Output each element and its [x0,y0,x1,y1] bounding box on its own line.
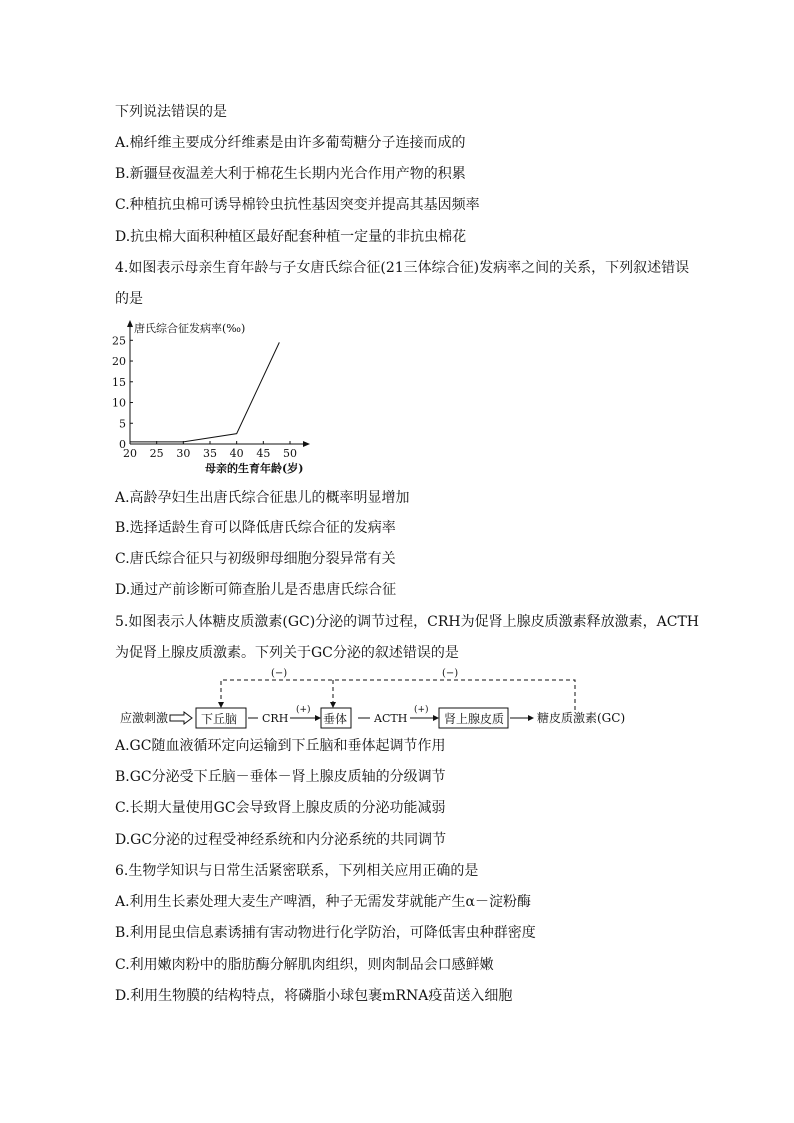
option-line: C.利用嫩肉粉中的脂肪酶分解肌肉组织，则肉制品会口感鲜嫩 [115,957,494,973]
x-tick-label: 45 [256,447,271,460]
question-4-stem: 4.如图表示母亲生育年龄与子女唐氏综合征(21三体综合征)发病率之间的关系，下列叙述错误 [115,260,690,276]
y-tick-label: 15 [112,375,126,389]
option-line: A.高龄孕妇生出唐氏综合征患儿的概率明显增加 [115,490,410,506]
option-line: D.GC分泌的过程受神经系统和内分泌系统的共同调节 [115,832,447,848]
arrowhead [315,715,321,721]
option-line: B.选择适龄生育可以降低唐氏综合征的发病率 [115,520,396,536]
x-tick-label: 25 [149,447,164,460]
stimulus-label: 应激刺激 [120,711,169,725]
option-line: D.抗虫棉大面积种植区最好配套种植一定量的非抗虫棉花 [115,229,467,245]
gc-label: 糖皮质激素(GC) [537,711,626,725]
option-line: B.新疆昼夜温差大利于棉花生长期内光合作用产物的积累 [115,166,466,182]
minus-sign: (−) [442,668,459,679]
plus-sign: (+) [414,705,429,715]
option-line: A.GC随血液循环定向运输到下丘脑和垂体起调节作用 [115,738,446,754]
hypothalamus-label: 下丘脑 [201,712,238,726]
x-axis-arrow [303,441,310,447]
option-line: D.通过产前诊断可筛查胎儿是否患唐氏综合征 [115,582,397,598]
arrowhead [528,715,534,721]
x-tick-label: 30 [176,447,191,460]
down-syndrome-chart [112,318,312,482]
text-line: 下列说法错误的是 [115,104,227,120]
y-tick-label: 25 [112,334,126,348]
y-tick-label: 20 [112,355,126,369]
option-line: C.种植抗虫棉可诱导棉铃虫抗性基因突变并提高其基因频率 [115,197,480,213]
option-line: A.棉纤维主要成分纤维素是由许多葡萄糖分子连接而成的 [115,135,466,151]
option-line: A.利用生长素处理大麦生产啤酒，种子无需发芽就能产生α－淀粉酶 [115,894,532,910]
y-axis-label: 唐氏综合征发病率(‰) [134,322,246,335]
y-tick-label: 0 [119,438,126,451]
option-line: B.GC分泌受下丘脑－垂体－肾上腺皮质轴的分级调节 [115,769,446,785]
x-tick-label: 50 [283,447,297,460]
x-tick-label: 40 [229,447,244,460]
arrowhead [218,702,224,708]
adrenal-label: 肾上腺皮质 [444,712,505,726]
plus-sign: (+) [296,705,311,715]
y-tick-label: 5 [119,417,126,431]
x-tick-label: 35 [203,447,217,460]
y-tick-label: 10 [112,396,126,410]
pituitary-label: 垂体 [323,712,348,726]
gc-regulation-diagram [118,668,638,736]
x-tick-label: 20 [123,447,137,460]
arrowhead [330,702,336,708]
crh-label: CRH [262,712,289,725]
x-axis-label: 母亲的生育年龄(岁) [205,462,304,475]
question-6-stem: 6.生物学知识与日常生活紧密联系，下列相关应用正确的是 [115,863,479,879]
question-5-stem: 5.如图表示人体糖皮质激素(GC)分泌的调节过程，CRH为促肾上腺皮质激素释放激素，ACTH [115,614,700,630]
question-4-stem: 的是 [115,291,143,307]
incidence-line [130,342,279,442]
y-axis-arrow [127,320,133,327]
minus-sign: (−) [271,668,288,679]
option-line: B.利用昆虫信息素诱捕有害动物进行化学防治，可降低害虫种群密度 [115,925,536,941]
option-line: C.长期大量使用GC会导致肾上腺皮质的分泌功能减弱 [115,800,446,816]
feedback-line-hypothalamus [221,680,575,710]
option-line: C.唐氏综合征只与初级卵母细胞分裂异常有关 [115,551,396,567]
option-line: D.利用生物膜的结构特点，将磷脂小球包裹mRNA疫苗送入细胞 [115,988,513,1004]
acth-label: ACTH [374,712,408,725]
question-5-stem: 为促肾上腺皮质激素。下列关于GC分泌的叙述错误的是 [115,645,459,661]
arrowhead [433,715,439,721]
hollow-arrow [170,712,192,724]
